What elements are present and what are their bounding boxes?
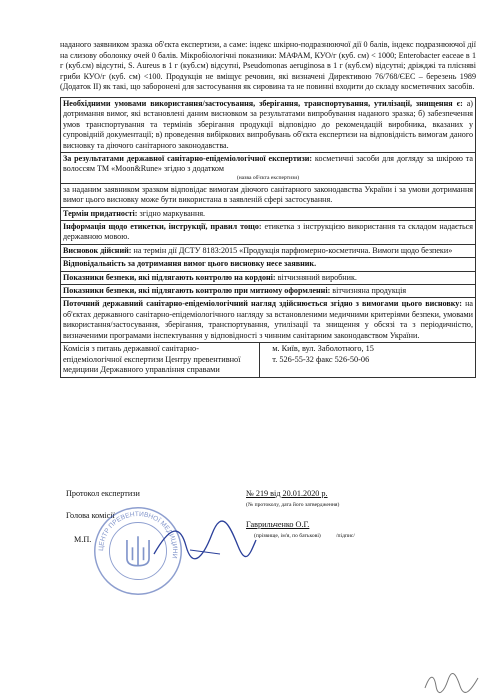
info-label: Інформація щодо етикетки, інструкції, правил тощо: bbox=[63, 222, 262, 232]
margin-handwriting bbox=[422, 670, 482, 696]
protocol-number: № 219 від 20.01.2020 р. bbox=[246, 489, 328, 498]
supervision-label: Поточний державний санітарно-епідеміологічний нагляд здійснюється згідно з вимогами цього висновку: bbox=[63, 299, 462, 309]
supervision-row bbox=[61, 298, 476, 343]
intro-paragraph: наданого заявником зразка об'єкта експертизи, а саме: індекс шкірно-подразнюючої дії 0 балів, індекс подразнюючої дії на слизову оболонку очей 0 балів. Мікробіологічні показники: МАФАМ, КУО/г (куб. см) < 1000; Enterobacter eaceae в 1 г (куб.см) відсутні, S. Aureus в 1 г (куб.см) відсутні, Pseudomonas aeruginosa в 1 г (куб.см) відсутні; дріжджі та плісняві гриби КУО/г (куб. см) <100. Продукція не вміщує речовин, які визначені Директивою 76/768/ЄЕС – березень 1989 (Додаток II) як такі, що заборонені для застосування як сировина та не повинні входити до складу косметичних засобів. bbox=[60, 40, 476, 92]
conditions-text: а) дотримання вимог, які встановлені даним висновком за результатами випробування наданого зразка; б) забезпечення умов транспортування та термінів зберігання продукції відповідно до рекомендацій виробника, вказаних у супровідній документації; в) проведення вибіркових випробувань об'єкта експертизи на відповідність вимогам даного висновку та діючого санітарного законодавства. bbox=[63, 98, 474, 150]
border-control-label: Показники безпеки, які підлягають контролю на кордоні: bbox=[63, 272, 276, 282]
signer-name: Гаврильченко О.Г. bbox=[246, 520, 310, 529]
commission-phone: т. 526-55-32 факс 526-50-06 bbox=[272, 354, 370, 364]
conclusion-table bbox=[60, 97, 476, 378]
conditions-label: Необхідними умовами використання/застосування, зберігання, транспортування, утилізації, знищення є: bbox=[63, 98, 463, 108]
supervision-value: на об'єктах державного санітарно-епідеміологічного нагляду за встановленими медичними критеріями безпеки, умовами використання/застосування, зберігання, транспортування, утилізації та знищення у обсязі та з періодичністю, визначеними програмами інспектування у відповідності з чинним санітарним законодавством України. bbox=[63, 299, 473, 340]
border-control-value: вітчизняний виробник. bbox=[275, 272, 357, 282]
shelf-life-row bbox=[61, 207, 476, 220]
chairman-label: Голова комісії bbox=[66, 511, 115, 520]
results-note: (назва об'єкта експертизи) bbox=[236, 174, 300, 181]
conclusion-label: Висновок дійсний: bbox=[63, 245, 132, 255]
shelf-life-value: згідно маркування. bbox=[137, 208, 206, 218]
seal-label: М.П. bbox=[74, 535, 92, 544]
protocol-number-note: (№ протоколу, дата його затвердження) bbox=[246, 502, 340, 508]
document-page bbox=[60, 40, 476, 378]
results-label: За результатами державної санітарно-епідеміологічної експертизи: bbox=[63, 154, 313, 163]
border-control-row bbox=[61, 271, 476, 284]
signature-note: /підпис/ bbox=[336, 533, 355, 539]
responsibility-label: Відповідальність за дотримання вимог цього висновку несе заявник. bbox=[63, 259, 317, 269]
signer-name-note: (прізвище, ім'я, по батькові) bbox=[254, 533, 321, 539]
responsibility-row bbox=[61, 258, 476, 271]
results-compliance-row bbox=[61, 183, 476, 207]
results-text: косметичні засоби для догляду за шкірою та волоссям ТМ «Moon&Rune» згідно з додатком bbox=[63, 154, 473, 174]
customs-control-row bbox=[61, 285, 476, 298]
conditions-row bbox=[61, 97, 476, 152]
commission-address: м. Київ, вул. Заболотного, 15 bbox=[272, 344, 374, 354]
results-row bbox=[61, 153, 476, 184]
customs-control-value: вітчизняна продукція bbox=[330, 286, 407, 296]
trident-icon bbox=[127, 536, 149, 565]
shelf-life-label: Термін придатності: bbox=[63, 208, 138, 218]
commission-row bbox=[61, 343, 476, 378]
chairman-signature bbox=[150, 520, 260, 564]
customs-control-label: Показники безпеки, які підлягають контролю при митному оформленні: bbox=[63, 286, 331, 296]
protocol-label: Протокол експертизи bbox=[66, 489, 140, 498]
info-row bbox=[61, 221, 476, 245]
conclusion-value: на термін дії ДСТУ 8183:2015 «Продукція парфюмерно-косметична. Вимоги щодо безпеки» bbox=[131, 245, 453, 255]
conclusion-row bbox=[61, 244, 476, 257]
results-compliance-text: за наданим заявником зразком відповідає вимогам діючого санітарного законодавства України і за умови дотримання вимог цього висновку може бути використана в заявленій сфері застосування. bbox=[61, 183, 476, 207]
info-value: етикетка з інструкцією використання та складом надається державною мовою. bbox=[63, 222, 473, 242]
commission-name: Комісія з питань державної санітарно-епідеміологічної експертизи Центру превентивної медицини Державного управління справами bbox=[61, 343, 260, 377]
stamp-text: ЦЕНТР ПРЕВЕНТИВНОЇ МЕДИЦИНИ bbox=[97, 510, 178, 559]
